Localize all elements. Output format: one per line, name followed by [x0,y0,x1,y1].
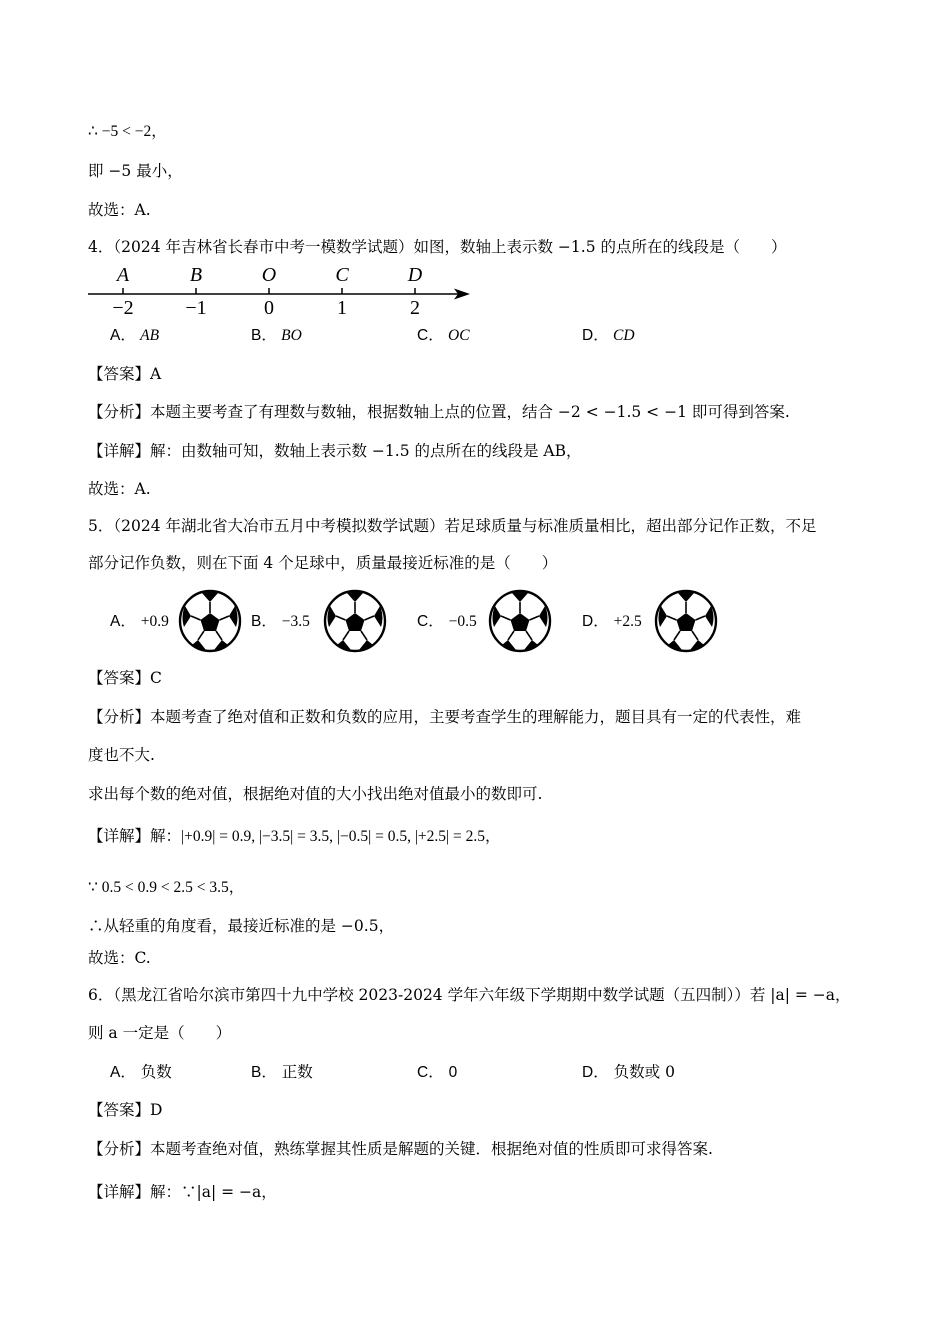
q5-answer: 【答案】C [88,669,162,687]
conclusion-line: ∴ −5 < −2， [88,123,167,140]
q5-option-a[interactable]: A． +0.9 [110,613,169,630]
q4-stem: 4．（2024 年吉林省长春市中考一模数学试题）如图，数轴上表示数 −1.5 的点所在的线段是（ ） [88,238,787,256]
q5-because: ∵ 0.5 < 0.9 < 2.5 < 3.5， [88,879,245,896]
q4-choose: 故选：A. [88,480,151,498]
number-line-point-label: A [116,264,130,286]
number-line-tick-label: −2 [112,297,134,318]
q4-analysis: 【分析】本题主要考查了有理数与数轴，根据数轴上点的位置，结合 −2 < −1.5 < −1 即可得到答案. [88,403,790,421]
conclusion-line: 即 −5 最小， [88,162,183,180]
number-line-point-label: D [407,264,423,286]
number-line-point-label: B [189,264,203,286]
q5-option-c[interactable]: C． −0.5 [417,613,477,630]
q6-option-d[interactable]: D． 负数或 0 [582,1063,675,1081]
q5-stem: 部分记作负数，则在下面 4 个足球中，质量最接近标准的是（ ） [88,554,558,572]
q4-option-d[interactable]: D． CD [582,327,635,344]
number-line-figure [86,262,476,318]
soccer-ball-icon [488,589,552,653]
q5-option-b[interactable]: B． −3.5 [251,613,310,630]
q5-choose: 故选：C. [88,949,151,967]
q5-detail: 【详解】解：|+0.9| = 0.9, |−3.5| = 3.5, |−0.5| = 0.5, |+2.5| = 2.5， [88,827,501,845]
soccer-ball-icon [323,589,387,653]
soccer-ball-icon [178,589,242,653]
q6-analysis: 【分析】本题考查绝对值，熟练掌握其性质是解题的关键．根据绝对值的性质即可求得答案. [88,1140,713,1158]
q4-option-b[interactable]: B． BO [251,327,302,344]
number-line-tick-label: −1 [185,297,207,318]
q5-analysis: 度也不大. [88,746,155,764]
number-line-tick-label: 2 [410,297,420,318]
number-line-point-label: C [335,264,349,286]
q4-answer: 【答案】A [88,365,162,383]
q6-stem: 6．（黑龙江省哈尔滨市第四十九中学校 2023-2024 学年六年级下学期期中数学试题（五四制））若 |a| = −a， [88,986,851,1004]
number-line-tick-label: 0 [264,297,274,318]
q6-answer: 【答案】D [88,1101,163,1119]
q4-option-c[interactable]: C． OC [417,327,470,344]
number-line-point-label: O [261,264,277,286]
q5-therefore: ∴从轻重的角度看，最接近标准的是 −0.5， [88,917,395,935]
q6-stem: 则 a 一定是（ ） [88,1024,232,1042]
q6-option-a[interactable]: A． 负数 [110,1063,172,1081]
q6-detail: 【详解】解：∵|a| = −a， [88,1183,277,1201]
q4-detail: 【详解】解：由数轴可知，数轴上表示数 −1.5 的点所在的线段是 AB， [88,442,582,460]
q6-option-b[interactable]: B． 正数 [251,1063,313,1081]
number-line-tick-label: 1 [337,297,347,318]
q4-option-a[interactable]: A． AB [110,327,160,344]
choose-line: 故选：A. [88,201,151,219]
q5-analysis: 【分析】本题考查了绝对值和正数和负数的应用，主要考查学生的理解能力，题目具有一定的代表性，难 [88,708,802,726]
q5-stem: 5．（2024 年湖北省大冶市五月中考模拟数学试题）若足球质量与标准质量相比，超出部分记作正数，不足 [88,517,817,535]
q6-option-c[interactable]: C． 0 [417,1064,458,1081]
q5-analysis: 求出每个数的绝对值，根据绝对值的大小找出绝对值最小的数即可. [88,785,543,803]
soccer-ball-icon [654,589,718,653]
q5-option-d[interactable]: D． +2.5 [582,613,642,630]
